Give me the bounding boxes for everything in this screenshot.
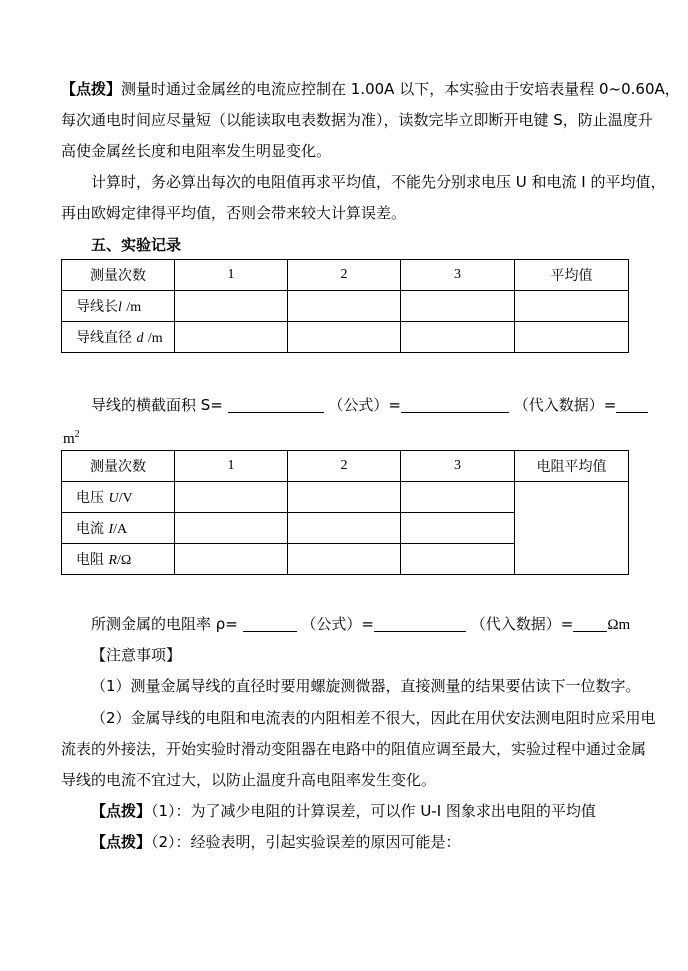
resistivity-formula-label: （公式）=: [301, 615, 374, 633]
record-table-resistance: [61, 450, 629, 575]
input-cell[interactable]: [401, 513, 515, 544]
row-label-diameter: 导线直径 d /m: [62, 322, 175, 353]
table1-header-cell: 3: [401, 260, 515, 291]
input-cell[interactable]: [401, 322, 515, 353]
tip3-text: （2）：经验表明，引起实验误差的原因可能是：: [151, 833, 461, 851]
area-formula-label: （公式）=: [328, 396, 401, 414]
input-cell[interactable]: [515, 322, 629, 353]
table1-header-cell: 测量次数: [62, 260, 175, 291]
record-table-length: [61, 259, 629, 353]
section-title: 五、实验记录: [91, 236, 182, 254]
resistivity-prefix: 所测金属的电阻率 ρ=: [91, 615, 238, 633]
area-prefix: 导线的横截面积 S=: [91, 396, 223, 414]
input-cell[interactable]: [288, 322, 401, 353]
input-cell[interactable]: [401, 291, 515, 322]
resistivity-result-blank[interactable]: [573, 615, 607, 632]
input-cell[interactable]: [175, 322, 288, 353]
tip1-text: 测量时通过金属丝的电流应控制在 1.00A 以下，本实验由于安培表量程 0~0.60A，: [121, 80, 680, 98]
table1-header-cell: 平均值: [515, 260, 629, 291]
input-cell[interactable]: [288, 291, 401, 322]
notes-item2-line3: 导线的电流不宜过大，以防止温度升高电阻率发生变化。: [61, 771, 437, 789]
input-cell[interactable]: [175, 291, 288, 322]
tip2-label: 【点拨】: [91, 802, 152, 820]
table-row: [62, 482, 629, 513]
tip2-text: （1）：为了减少电阻的计算误差，可以作 U-I 图象求出电阻的平均值: [151, 802, 596, 820]
tip1-line3: 高使金属丝长度和电阻率发生明显变化。: [61, 142, 332, 160]
tip1-label: 【点拨】: [61, 80, 122, 98]
area-unit: $m^2$: [63, 429, 80, 447]
area-data-blank[interactable]: [401, 396, 509, 413]
input-cell[interactable]: [401, 482, 515, 513]
input-cell[interactable]: [401, 544, 515, 575]
table2-header-row: [62, 451, 629, 482]
resistivity-formula-line: [91, 614, 630, 635]
row-label-resistance: 电阻 R/Ω: [62, 544, 175, 575]
area-formula-blank[interactable]: [228, 396, 324, 413]
resistivity-formula-blank[interactable]: [243, 615, 297, 632]
notes-title: 【注意事项】: [91, 646, 182, 664]
table1-header-row: [62, 260, 629, 291]
table2-header-cell: 3: [401, 451, 515, 482]
table2-header-cell: 2: [288, 451, 401, 482]
tip1-line1: [61, 79, 680, 99]
resistance-average-cell[interactable]: [515, 482, 629, 575]
notes-item1: （1）测量金属导线的直径时要用螺旋测微器，直接测量的结果要估读下一位数字。: [91, 677, 641, 695]
row-label-length: 导线长l /m: [62, 291, 175, 322]
input-cell[interactable]: [288, 513, 401, 544]
tip3-label: 【点拨】: [91, 833, 152, 851]
area-result-blank[interactable]: [616, 396, 648, 413]
tip1-line2: 每次通电时间应尽量短（以能读取电表数据为准），读数完毕立即断开电键 S，防止温度升: [61, 111, 653, 129]
table2-header-cell: 测量次数: [62, 451, 175, 482]
table-row: [62, 291, 629, 322]
resistivity-data-label: （代入数据）=: [470, 615, 574, 633]
table2-header-cell: 电阻平均值: [515, 451, 629, 482]
tip3-line: [91, 832, 461, 852]
row-label-current: 电流 I/A: [62, 513, 175, 544]
table1-header-cell: 2: [288, 260, 401, 291]
row-label-voltage: 电压 U/V: [62, 482, 175, 513]
area-formula-line: [91, 395, 648, 415]
input-cell[interactable]: [175, 513, 288, 544]
table2-header-cell: 1: [175, 451, 288, 482]
table1-header-cell: 1: [175, 260, 288, 291]
input-cell[interactable]: [515, 291, 629, 322]
calc-note-line2: 再由欧姆定律得平均值，否则会带来较大计算误差。: [61, 204, 407, 222]
input-cell[interactable]: [288, 544, 401, 575]
resistivity-data-blank[interactable]: [374, 615, 466, 632]
tip2-line: [91, 801, 596, 821]
input-cell[interactable]: [175, 544, 288, 575]
calc-note-line1: 计算时，务必算出每次的电阻值再求平均值，不能先分别求电压 U 和电流 I 的平均值，: [91, 173, 666, 191]
resistivity-unit: Ωm: [607, 617, 631, 633]
notes-item2-line1: （2）金属导线的电阻和电流表的内阻相差不很大，因此在用伏安法测电阻时应采用电: [91, 709, 656, 727]
notes-item2-line2: 流表的外接法，开始实验时滑动变阻器在电路中的阻值应调至最大，实验过程中通过金属: [61, 740, 647, 758]
input-cell[interactable]: [175, 482, 288, 513]
table-row: [62, 322, 629, 353]
area-data-label: （代入数据）=: [513, 396, 617, 414]
input-cell[interactable]: [288, 482, 401, 513]
